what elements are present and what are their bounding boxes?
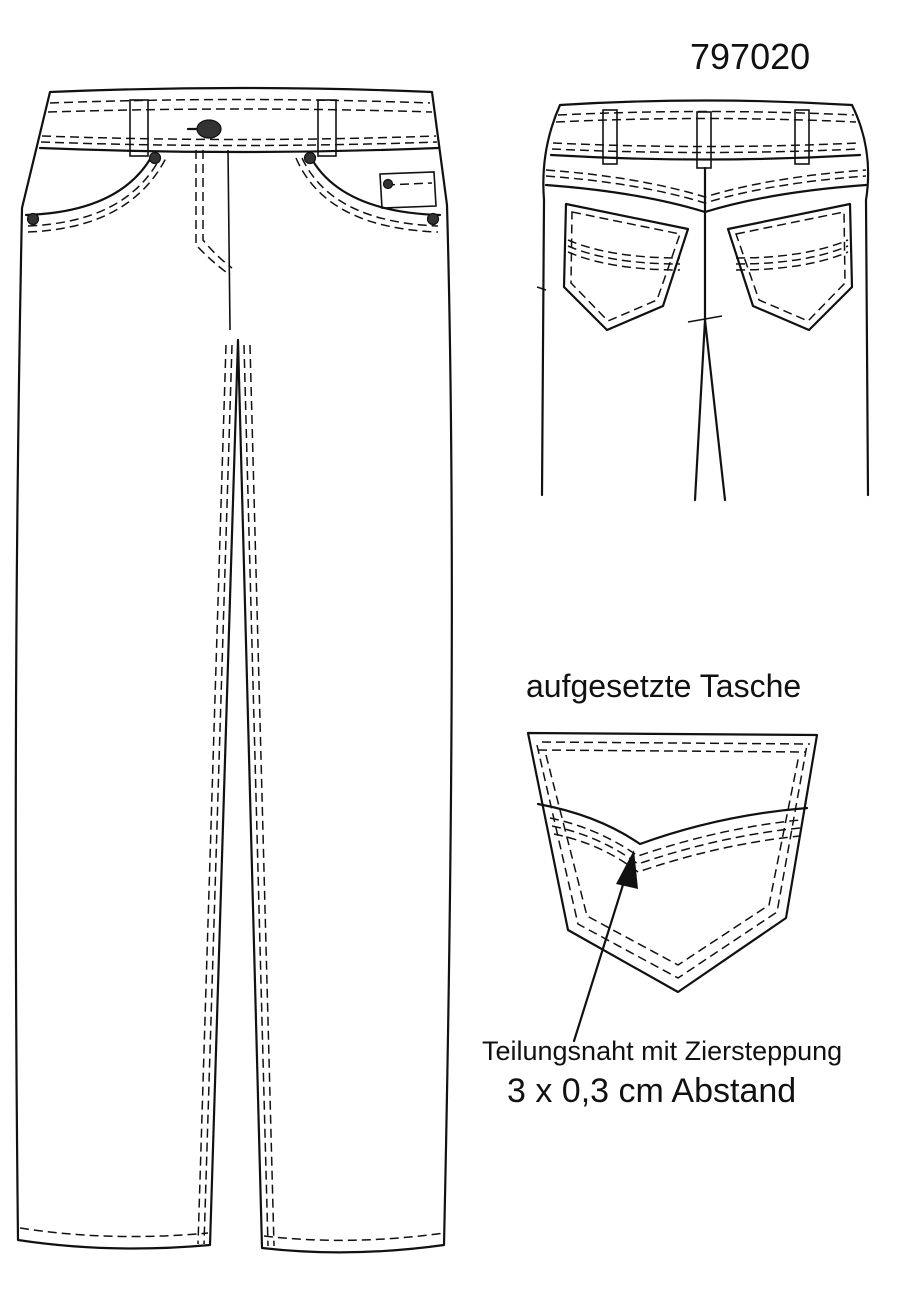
belt-loop (795, 110, 809, 164)
article-number: 797020 (690, 36, 811, 77)
rivet (150, 153, 161, 164)
pocket-outline (528, 733, 817, 992)
hem-stitching (20, 1228, 208, 1237)
front-view (16, 88, 452, 1252)
rivet (384, 180, 393, 189)
coin-pocket (380, 172, 436, 208)
callout-arrowhead (616, 850, 638, 889)
callout-seam-description: Teilungsnaht mit Ziersteppung (482, 1036, 843, 1066)
inseam-stitching-left (204, 345, 232, 1244)
front-pocket-left (26, 156, 152, 215)
pocket-topstitch (542, 742, 810, 744)
rivet (428, 214, 439, 225)
pocket-detail-title: aufgesetzte Tasche (526, 668, 802, 704)
rivet (28, 214, 39, 225)
back-pocket-right (728, 204, 852, 330)
waist-button (197, 120, 221, 138)
inseam-stitching-right (244, 345, 268, 1246)
belt-loop (603, 110, 617, 164)
callout-spacing-description: 3 x 0,3 cm Abstand (507, 1072, 797, 1110)
waistband-lower-edge (40, 148, 438, 152)
fly-stitching (196, 150, 230, 275)
back-view (537, 101, 868, 501)
pocket-detail (528, 733, 817, 1041)
front-outline (16, 88, 452, 1252)
rivet (305, 153, 316, 164)
belt-loop (130, 100, 148, 156)
center-back-seam (695, 168, 705, 500)
belt-loop (318, 100, 336, 156)
